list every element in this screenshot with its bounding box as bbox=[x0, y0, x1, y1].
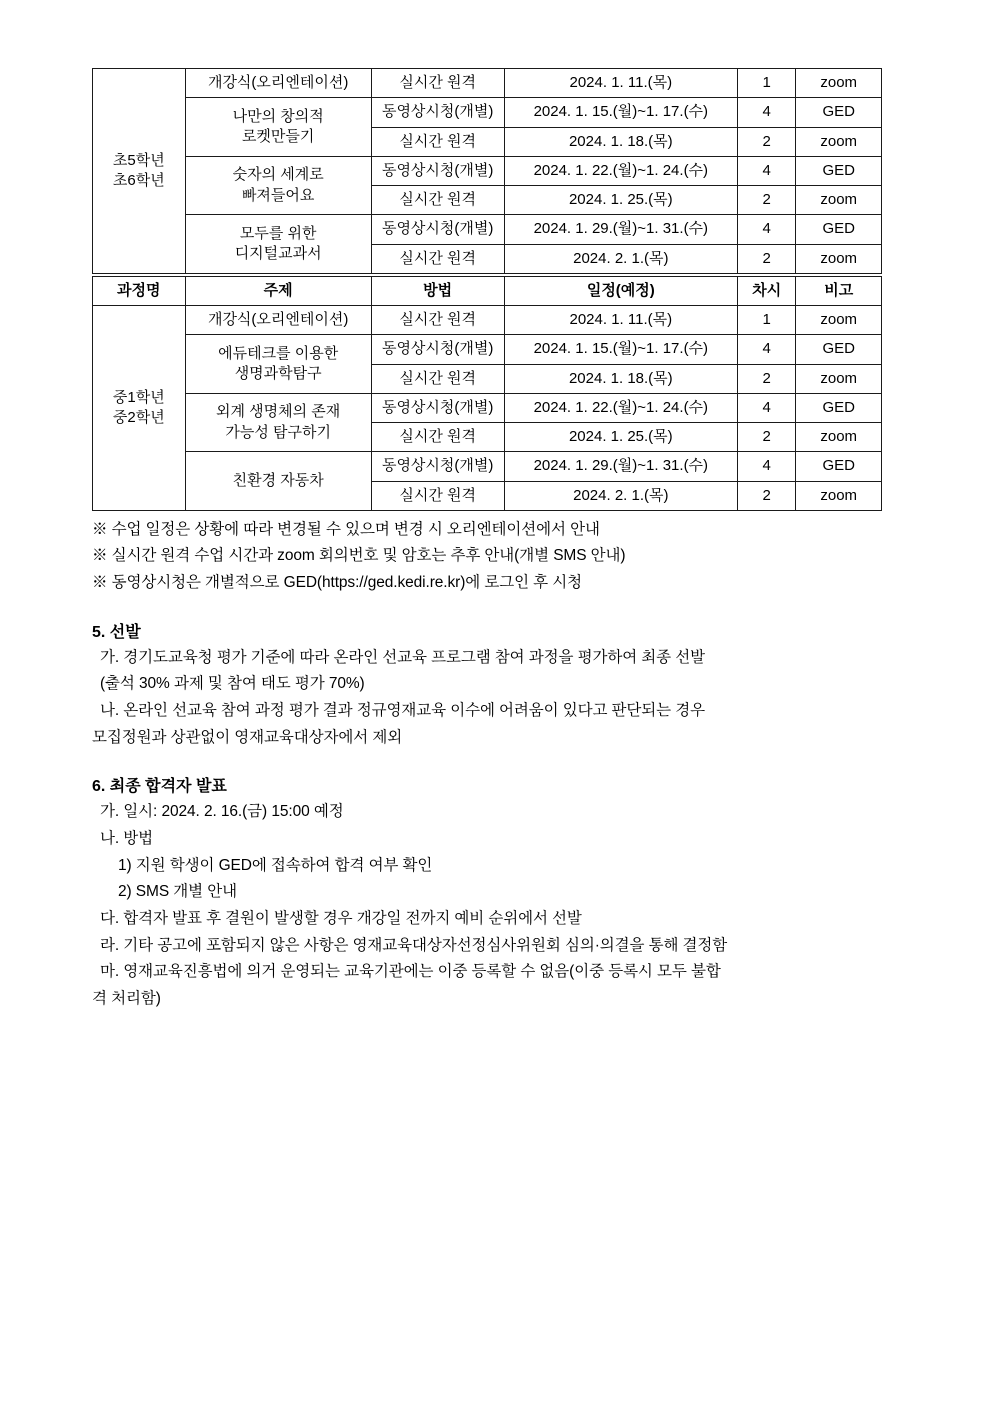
method-cell: 동영상시청(개별) bbox=[371, 215, 504, 244]
date-cell: 2024. 1. 18.(목) bbox=[504, 364, 737, 393]
method-cell: 실시간 원격 bbox=[371, 69, 504, 98]
section-6-line-6: 라. 기타 공고에 포함되지 않은 사항은 영재교육대상자선정심사위원회 심의·의결을 통해 결정함 bbox=[100, 936, 728, 954]
topic-cell: 개강식(오리엔테이션) bbox=[185, 306, 371, 335]
count-cell: 1 bbox=[738, 69, 796, 98]
section-6-title: 6. 최종 합격자 발표 bbox=[92, 778, 227, 796]
date-cell: 2024. 1. 11.(목) bbox=[504, 306, 737, 335]
section-6-line-4: 2) SMS 개별 안내 bbox=[118, 883, 237, 901]
method-cell: 실시간 원격 bbox=[371, 186, 504, 215]
header-date: 일정(예정) bbox=[504, 276, 737, 305]
note-cell: zoom bbox=[796, 306, 882, 335]
topic-cell bbox=[185, 393, 371, 452]
topic-line1: 나만의 창의적 bbox=[232, 107, 324, 125]
note-cell: zoom bbox=[796, 364, 882, 393]
note-cell: GED bbox=[796, 98, 882, 127]
table-row bbox=[93, 69, 882, 98]
count-cell: 2 bbox=[738, 423, 796, 452]
course-line2: 중2학년 bbox=[112, 408, 165, 426]
header-count: 차시 bbox=[738, 276, 796, 305]
header-topic: 주제 bbox=[185, 276, 371, 305]
method-cell: 실시간 원격 bbox=[371, 244, 504, 273]
date-cell: 2024. 1. 29.(월)~1. 31.(수) bbox=[504, 452, 737, 481]
count-cell: 4 bbox=[738, 98, 796, 127]
section-6-line-8: 격 처리함) bbox=[92, 989, 161, 1007]
count-cell: 4 bbox=[738, 393, 796, 422]
count-cell: 4 bbox=[738, 452, 796, 481]
count-cell: 4 bbox=[738, 335, 796, 364]
count-cell: 2 bbox=[738, 127, 796, 156]
note-cell: zoom bbox=[796, 481, 882, 510]
topic-line1: 모두를 위한 bbox=[239, 224, 317, 242]
section-5-line-3: 나. 온라인 선교육 참여 과정 평가 결과 정규영재교육 이수에 어려움이 있다고 판단되는 경우 bbox=[100, 702, 705, 720]
table-row bbox=[93, 215, 882, 244]
note-cell: GED bbox=[796, 452, 882, 481]
elementary-schedule-table bbox=[92, 68, 882, 274]
count-cell: 4 bbox=[738, 215, 796, 244]
topic-text: 개강식(오리엔테이션) bbox=[207, 74, 349, 91]
middle-schedule-table bbox=[92, 276, 882, 511]
topic-line2: 생명과학탐구 bbox=[234, 365, 322, 382]
date-cell: 2024. 1. 15.(월)~1. 17.(수) bbox=[504, 98, 737, 127]
section-5-title: 5. 선발 bbox=[92, 623, 141, 641]
count-cell: 4 bbox=[738, 156, 796, 185]
method-cell: 동영상시청(개별) bbox=[371, 98, 504, 127]
table-row bbox=[93, 393, 882, 422]
footnote-3: ※ 동영상시청은 개별적으로 GED(https://ged.kedi.re.kr)에 로그인 후 시청 bbox=[92, 574, 582, 592]
section-6-line-7: 마. 영재교육진흥법에 의거 운영되는 교육기관에는 이중 등록할 수 없음(이중 등록시 모두 불합 bbox=[100, 963, 721, 981]
course-name-cell bbox=[93, 306, 186, 511]
date-cell: 2024. 2. 1.(목) bbox=[504, 481, 737, 510]
date-cell: 2024. 1. 22.(월)~1. 24.(수) bbox=[504, 156, 737, 185]
topic-line1: 에듀테크를 이용한 bbox=[218, 344, 339, 362]
method-cell: 실시간 원격 bbox=[371, 364, 504, 393]
topic-line2: 가능성 탐구하기 bbox=[225, 423, 331, 441]
topic-line2: 디지털교과서 bbox=[234, 245, 322, 262]
date-cell: 2024. 1. 11.(목) bbox=[504, 69, 737, 98]
count-cell: 1 bbox=[738, 306, 796, 335]
course-line1: 중1학년 bbox=[112, 388, 165, 406]
table-row bbox=[93, 156, 882, 185]
topic-cell bbox=[185, 452, 371, 511]
method-cell: 동영상시청(개별) bbox=[371, 452, 504, 481]
note-cell: zoom bbox=[796, 423, 882, 452]
date-cell: 2024. 1. 15.(월)~1. 17.(수) bbox=[504, 335, 737, 364]
table-header-row bbox=[93, 276, 882, 305]
section-6-line-1: 가. 일시: 2024. 2. 16.(금) 15:00 예정 bbox=[100, 803, 344, 821]
header-method: 방법 bbox=[371, 276, 504, 305]
topic-line1: 숫자의 세계로 bbox=[232, 166, 324, 184]
course-line1: 초5학년 bbox=[112, 151, 165, 169]
note-cell: zoom bbox=[796, 69, 882, 98]
table-row bbox=[93, 306, 882, 335]
footnotes bbox=[92, 517, 892, 597]
section-6-line-3: 1) 지원 학생이 GED에 접속하여 합격 여부 확인 bbox=[118, 856, 433, 874]
note-cell: GED bbox=[796, 335, 882, 364]
method-cell: 실시간 원격 bbox=[371, 423, 504, 452]
count-cell: 2 bbox=[738, 186, 796, 215]
topic-line2: 로켓만들기 bbox=[241, 128, 315, 145]
note-cell: zoom bbox=[796, 186, 882, 215]
count-cell: 2 bbox=[738, 244, 796, 273]
footnote-2: ※ 실시간 원격 수업 시간과 zoom 회의번호 및 암호는 추후 안내(개별 SMS 안내) bbox=[92, 547, 626, 565]
date-cell: 2024. 1. 22.(월)~1. 24.(수) bbox=[504, 393, 737, 422]
note-cell: GED bbox=[796, 156, 882, 185]
document-content bbox=[92, 68, 892, 1013]
method-cell: 실시간 원격 bbox=[371, 127, 504, 156]
topic-cell bbox=[185, 156, 371, 215]
section-final-results bbox=[92, 773, 892, 1012]
table-row bbox=[93, 98, 882, 127]
course-name-cell bbox=[93, 69, 186, 274]
section-6-line-2: 나. 방법 bbox=[100, 830, 154, 847]
section-5-line-2: (출석 30% 과제 및 참여 태도 평가 70%) bbox=[100, 675, 365, 693]
date-cell: 2024. 1. 25.(목) bbox=[504, 423, 737, 452]
count-cell: 2 bbox=[738, 481, 796, 510]
note-cell: zoom bbox=[796, 127, 882, 156]
date-cell: 2024. 1. 29.(월)~1. 31.(수) bbox=[504, 215, 737, 244]
course-line2: 초6학년 bbox=[112, 171, 165, 189]
note-cell: zoom bbox=[796, 244, 882, 273]
section-5-line-4: 모집정원과 상관없이 영재교육대상자에서 제외 bbox=[92, 728, 403, 746]
count-cell: 2 bbox=[738, 364, 796, 393]
date-cell: 2024. 1. 18.(목) bbox=[504, 127, 737, 156]
topic-line2: 빠져들어요 bbox=[241, 186, 315, 204]
topic-line1: 친환경 자동차 bbox=[232, 471, 324, 489]
method-cell: 실시간 원격 bbox=[371, 481, 504, 510]
header-note: 비고 bbox=[796, 276, 882, 305]
section-5-line-1: 가. 경기도교육청 평가 기준에 따라 온라인 선교육 프로그램 참여 과정을 평가하여 최종 선발 bbox=[100, 648, 705, 666]
table-row bbox=[93, 335, 882, 364]
note-cell: GED bbox=[796, 393, 882, 422]
method-cell: 동영상시청(개별) bbox=[371, 335, 504, 364]
date-cell: 2024. 1. 25.(목) bbox=[504, 186, 737, 215]
footnote-1: ※ 수업 일정은 상황에 따라 변경될 수 있으며 변경 시 오리엔테이션에서 안내 bbox=[92, 520, 600, 538]
table-row bbox=[93, 452, 882, 481]
method-cell: 동영상시청(개별) bbox=[371, 156, 504, 185]
topic-line1: 외계 생명체의 존재 bbox=[216, 403, 341, 421]
topic-cell bbox=[185, 335, 371, 394]
section-6-line-5: 다. 합격자 발표 후 결원이 발생할 경우 개강일 전까지 예비 순위에서 선발 bbox=[100, 909, 582, 927]
section-selection bbox=[92, 619, 892, 752]
note-cell: GED bbox=[796, 215, 882, 244]
topic-cell bbox=[185, 98, 371, 157]
method-cell: 실시간 원격 bbox=[371, 306, 504, 335]
topic-cell bbox=[185, 215, 371, 274]
topic-cell bbox=[185, 69, 371, 98]
date-cell: 2024. 2. 1.(목) bbox=[504, 244, 737, 273]
header-course: 과정명 bbox=[93, 276, 186, 305]
method-cell: 동영상시청(개별) bbox=[371, 393, 504, 422]
